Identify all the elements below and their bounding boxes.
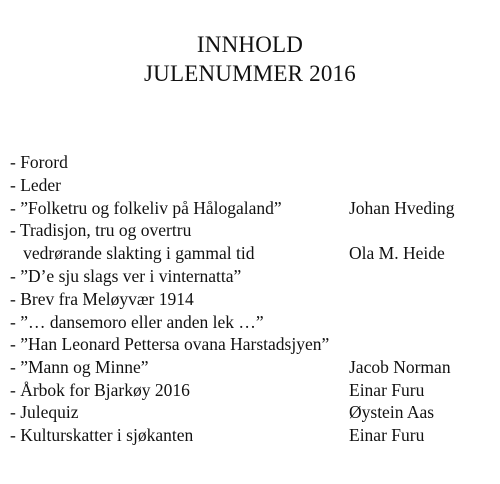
toc-entry-author: Ola M. Heide	[349, 243, 445, 263]
toc-entry-sju-slags-ver	[10, 265, 490, 287]
toc-entry-title: - ”Mann og Minne”	[10, 357, 149, 377]
toc-entry-leder	[10, 174, 490, 196]
toc-entry-brev-meloyvaer	[10, 288, 490, 310]
toc-entry-title: - Julequiz	[10, 402, 79, 422]
toc-entry-title: - Kulturskatter i sjøkanten	[10, 425, 194, 445]
toc-entry-title: - ”D’e sju slags ver i vinternatta”	[10, 266, 242, 286]
toc-entry-title: - Tradisjon, tru og overtru	[10, 220, 192, 240]
toc-entry-tradisjon	[10, 219, 490, 241]
toc-entry-title: vedrørande slakting i gammal tid	[10, 243, 255, 263]
toc-entry-author: Einar Furu	[349, 425, 425, 445]
toc-entry-julequiz	[10, 401, 490, 423]
toc-entry-title: - Brev fra Meløyvær 1914	[10, 289, 194, 309]
toc-entry-folketru	[10, 197, 490, 219]
toc-entry-title: - Årbok for Bjarkøy 2016	[10, 380, 190, 400]
toc-entry-title: - ”Folketru og folkeliv på Hålogaland”	[10, 198, 282, 218]
toc-entry-mann-og-minne	[10, 356, 490, 378]
page-subtitle: JULENUMMER 2016	[144, 61, 356, 86]
toc-entry-arbok-bjarkoy	[10, 379, 490, 401]
toc-entry-author: Einar Furu	[349, 380, 425, 400]
toc-entry-title: - Leder	[10, 175, 62, 195]
toc-entry-tradisjon-continued	[10, 242, 490, 264]
toc-entry-title: - ”… dansemoro eller anden lek …”	[10, 312, 264, 332]
toc-entry-dansemoro	[10, 311, 490, 333]
toc-entry-title: - ”Han Leonard Pettersa ovana Harstadsjyen”	[10, 334, 330, 354]
toc-entry-leonard-pettersa	[10, 333, 490, 355]
toc-entry-title: - Forord	[10, 152, 68, 172]
toc-entry-author: Johan Hveding	[349, 198, 455, 218]
page-title: INNHOLD	[196, 32, 304, 57]
toc-entry-forord	[10, 151, 490, 173]
toc-entry-author: Jacob Norman	[349, 357, 451, 377]
toc-entry-kulturskatter	[10, 424, 490, 446]
toc-entry-author: Øystein Aas	[349, 402, 435, 422]
